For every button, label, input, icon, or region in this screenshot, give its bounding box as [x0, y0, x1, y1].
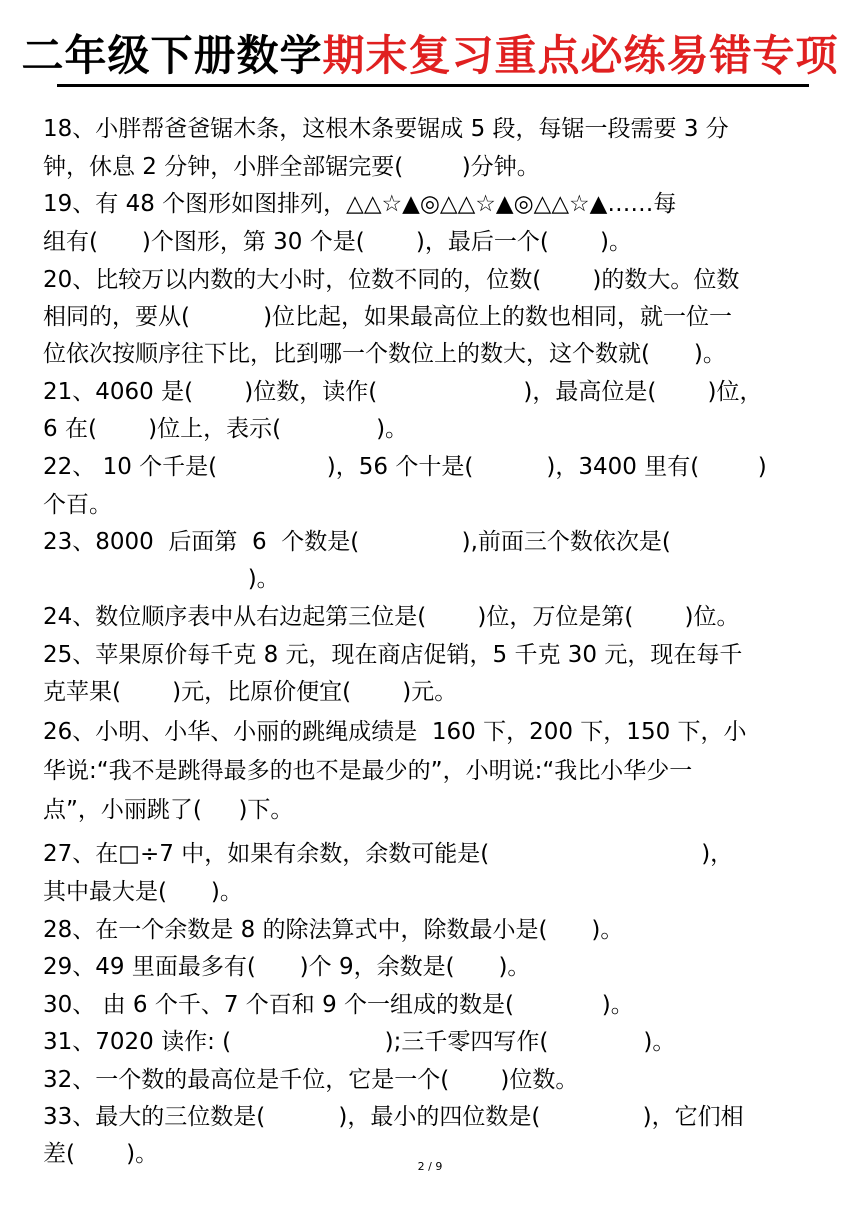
- question-18-line-2: 钟，休息 2 分钟，小胖全部锯完要( )分钟。: [43, 154, 540, 180]
- question-31-line-1: 31、7020 读作: ( );三千零四写作( )。: [43, 1029, 676, 1055]
- question-23-line-1: 23、8000 后面第 6 个数是( ),前面三个数依次是(: [43, 529, 671, 555]
- question-21-line-2: 6 在( )位上，表示( )。: [43, 416, 409, 442]
- question-20-line-3: 位依次按顺序往下比，比到哪一个数位上的数大，这个数就( )。: [43, 341, 726, 367]
- question-29-line-1: 29、49 里面最多有( )个 9，余数是( )。: [43, 954, 531, 980]
- page-number: 2 / 9: [417, 1160, 443, 1173]
- question-26-line-1: 26、小明、小华、小丽的跳绳成绩是 160 下，200 下，150 下，小: [43, 719, 747, 745]
- question-27-line-2: 其中最大是( )。: [43, 879, 243, 905]
- question-24-line-1: 24、数位顺序表中从右边起第三位是( )位，万位是第( )位。: [43, 604, 740, 630]
- question-22-line-2: 个百。: [43, 492, 112, 518]
- question-33-line-1: 33、最大的三位数是( )，最小的四位数是( )，它们相: [43, 1104, 744, 1130]
- title-red-part: 期末复习重点必练易错专项: [322, 31, 839, 80]
- question-19-line-2: 组有( )个图形，第 30 个是( )，最后一个( )。: [43, 229, 632, 255]
- title-black-part: 二年级下册数学: [21, 31, 323, 80]
- question-18-line-1: 18、小胖帮爸爸锯木条，这根木条要锯成 5 段，每锯一段需要 3 分: [43, 116, 729, 142]
- question-22-line-1: 22、 10 个千是( )，56 个十是( )，3400 里有( ): [43, 454, 767, 480]
- question-20-line-1: 20、比较万以内数的大小时，位数不同的，位数( )的数大。位数: [43, 267, 740, 293]
- question-25-line-1: 25、苹果原价每千克 8 元，现在商店促销，5 千克 30 元，现在每千: [43, 642, 743, 668]
- question-30-line-1: 30、 由 6 个千、7 个百和 9 个一组成的数是( )。: [43, 992, 634, 1018]
- question-27-line-1: 27、在□÷7 中，如果有余数，余数可能是( )，: [43, 841, 734, 867]
- title-underline: [57, 84, 809, 87]
- question-19-line-1: 19、有 48 个图形如图排列，△△☆▲◎△△☆▲◎△△☆▲……每: [43, 191, 677, 217]
- question-20-line-2: 相同的，要从( )位比起，如果最高位上的数也相同，就一位一: [43, 304, 733, 330]
- page-title: [0, 28, 860, 84]
- question-25-line-2: 克苹果( )元，比原价便宜( )元。: [43, 679, 458, 705]
- question-26-line-2: 华说:“我不是跳得最多的也不是最少的”，小明说:“我比小华少一: [43, 758, 693, 784]
- question-28-line-1: 28、在一个余数是 8 的除法算式中，除数最小是( )。: [43, 917, 624, 943]
- question-32-line-1: 32、一个数的最高位是千位，它是一个( )位数。: [43, 1067, 579, 1093]
- question-26-line-3: 点”，小丽跳了( )下。: [43, 797, 294, 823]
- question-21-line-1: 21、4060 是( )位数，读作( )，最高位是( )位，: [43, 379, 763, 405]
- question-23-line-2: )。: [43, 566, 280, 592]
- question-33-line-2: 差( )。: [43, 1141, 159, 1167]
